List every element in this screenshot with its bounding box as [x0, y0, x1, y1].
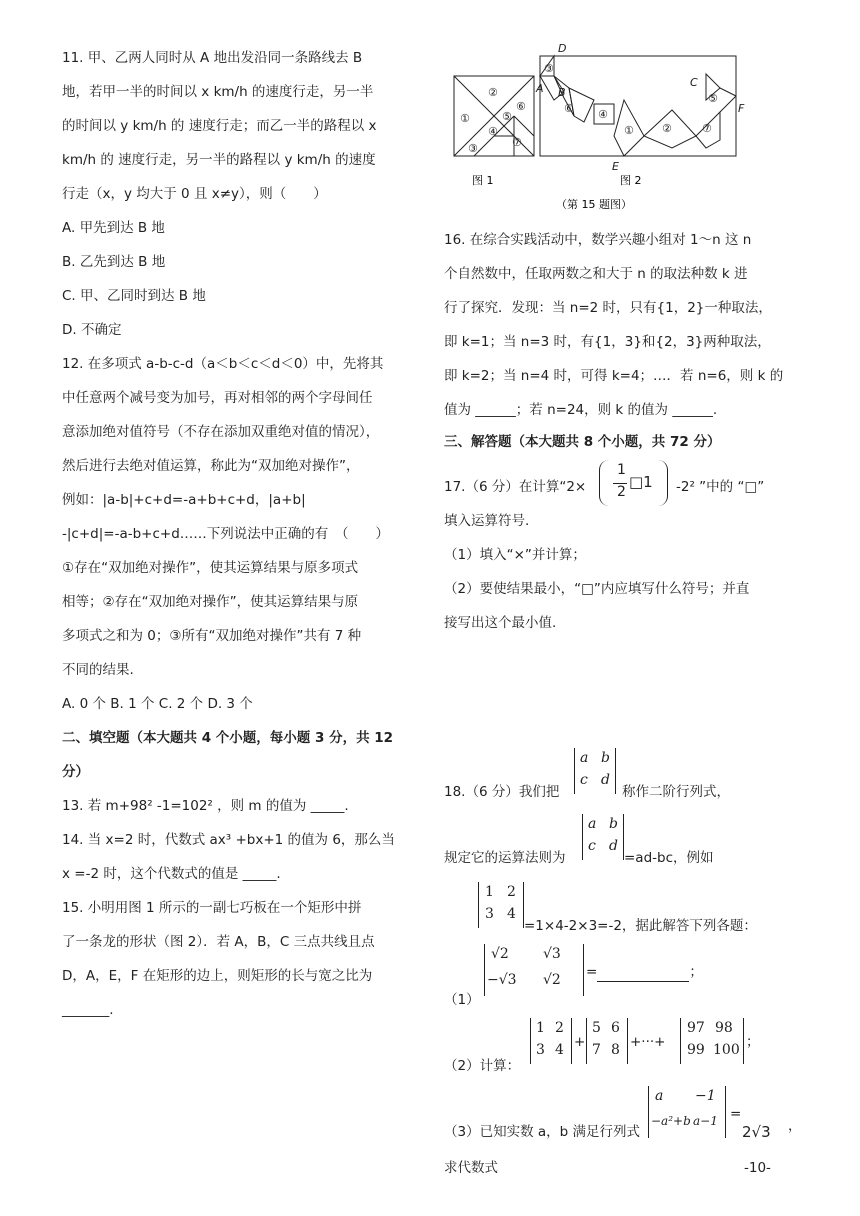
q16-line-1: 16. 在综合实践活动中，数学兴趣小组对 1～n 这 n — [444, 232, 752, 248]
fig2-label-e: E — [612, 160, 619, 173]
q18-part3-label: （3）已知实数 a，b 满足行列式 — [444, 1124, 641, 1140]
q17-frac-num: 1 — [617, 462, 626, 478]
det-5678-c: 7 — [592, 1042, 601, 1058]
q17-suffix: -2² ”中的 “□” — [676, 479, 765, 495]
q18-part2-end: ； — [746, 1034, 760, 1050]
det-ab-b: −1 — [695, 1088, 716, 1104]
q17-box-tail: □1 — [629, 473, 653, 491]
det-last-a: 97 — [687, 1020, 705, 1036]
det-last-b: 98 — [715, 1020, 733, 1036]
q11-line-4: km/h 的 速度行走，另一半的路程以 y km/h 的速度 — [62, 152, 376, 168]
fig2-piece-6: ⑥ — [564, 102, 574, 115]
det-ex-1: 1 — [485, 884, 494, 900]
q18-part3-eq: = — [730, 1106, 742, 1122]
fig1-piece-3: ③ — [468, 142, 478, 155]
fig1-piece-6: ⑥ — [516, 100, 526, 113]
q15-line-1: 15. 小明用图 1 所示的一副七巧板在一个矩形中拼 — [62, 900, 362, 916]
det-example — [478, 882, 524, 928]
q12-line-10: 不同的结果. — [62, 662, 134, 678]
q11-line-3: 的时间以 y km/h 的 速度行走；而乙一半的路程以 x — [62, 118, 377, 134]
section-3-heading: 三、解答题（本大题共 8 个小题，共 72 分） — [444, 434, 721, 450]
q11-line-5: 行走（x，y 均大于 0 且 x≠y），则（ ） — [62, 186, 327, 202]
q12-line-8: 相等；②存在“双加绝对操作”，使其运算结果与原 — [62, 594, 359, 610]
q15-line-3: D，A，E，F 在矩形的边上，则矩形的长与宽之比为 — [62, 968, 373, 984]
det2-d: d — [609, 838, 618, 854]
q17-line-2: 填入运算符号. — [444, 513, 530, 529]
fig2-label-c: C — [690, 76, 698, 89]
det-sqrt — [484, 944, 584, 996]
fig2-piece-2: ② — [662, 122, 672, 135]
q18-part1-answer — [586, 962, 703, 982]
fig2-piece-3: ③ — [544, 62, 554, 75]
det-sqrt-d: √2 — [543, 972, 561, 988]
det1-b: b — [601, 750, 610, 766]
det-5678-a: 5 — [592, 1020, 601, 1036]
fig1-piece-5: ⑤ — [502, 110, 512, 123]
fig1-piece-7: ⑦ — [512, 136, 522, 149]
q18-part2-label: （2）计算： — [444, 1058, 521, 1074]
q13: 13. 若 m+98² -1=102² ，则 m 的值为 _____. — [62, 798, 349, 814]
q12-line-3: 意添加绝对值符号（不存在添加双重绝对值的情况）， — [62, 424, 380, 440]
section-2-heading-cont: 分） — [62, 764, 89, 780]
q18-part1-end: ； — [689, 964, 703, 980]
q17-sub-2b: 接写出这个最小值. — [444, 615, 557, 631]
fig2-piece-1: ① — [624, 124, 634, 137]
q18-part1-blank[interactable] — [597, 967, 689, 982]
fig1-piece-1: ① — [460, 112, 470, 125]
det-ab — [648, 1086, 726, 1138]
det1-c: c — [580, 772, 588, 788]
q12-line-4: 然后进行去绝对值运算，称此为“双加绝对操作”， — [62, 458, 360, 474]
det-ab-d: a−1 — [693, 1114, 718, 1128]
q12-line-7: ①存在“双加绝对操作”，使其运算结果与原多项式 — [62, 560, 359, 576]
det-abcd-1 — [574, 748, 616, 794]
det-ab-a: a — [655, 1088, 664, 1104]
q11-line-2: 地，若甲一半的时间以 x km/h 的速度行走，另一半 — [62, 84, 374, 100]
det-1234-d: 4 — [555, 1042, 564, 1058]
q18-part3-end: ， — [788, 1118, 802, 1134]
fig2-piece-5: ⑤ — [708, 92, 718, 105]
q18-rule-suffix: =ad-bc，例如 — [624, 850, 714, 866]
det-1234-c: 3 — [536, 1042, 545, 1058]
det-1234 — [530, 1018, 572, 1064]
q17-bracket-expression — [599, 460, 669, 508]
q12-line-5: 例如：|a-b|+c+d=-a+b+c+d，|a+b| — [62, 492, 306, 508]
det1-a: a — [580, 750, 589, 766]
section-2-heading: 二、填空题（本大题共 4 个小题，每小题 3 分，共 12 — [62, 730, 394, 746]
q11-option-a: A. 甲先到达 B 地 — [62, 220, 165, 236]
det2-a: a — [588, 816, 597, 832]
fig2-label-d: D — [558, 42, 567, 55]
q18-part2-plus-2: +···+ — [630, 1034, 666, 1050]
q18-part1-eq: = — [586, 964, 598, 980]
det-5678 — [586, 1018, 628, 1064]
det-1234-b: 2 — [555, 1020, 564, 1036]
q14-line-1: 14. 当 x=2 时，代数式 ax³ +bx+1 的值为 6，那么当 — [62, 832, 395, 848]
q18-rule-prefix: 规定它的运算法则为 — [444, 850, 566, 866]
q12-line-1: 12. 在多项式 a-b-c-d（a＜b＜c＜d＜0）中，先将其 — [62, 356, 384, 372]
q16-line-2: 个自然数中，任取两数之和大于 n 的取法种数 k 进 — [444, 266, 748, 282]
det-last-d: 100 — [713, 1042, 740, 1058]
q17-sub-1: （1）填入“×”并计算； — [444, 547, 586, 563]
q12-line-6: -|c+d|=-a-b+c+d……下列说法中正确的有 （ ） — [62, 526, 390, 542]
det-ab-c: −a²+b — [651, 1114, 691, 1128]
det-last-c: 99 — [687, 1042, 705, 1058]
det-ex-4: 4 — [507, 906, 516, 922]
q18-part2-plus-1: + — [574, 1034, 586, 1050]
q12-line-2: 中任意两个减号变为加号，再对相邻的两个字母间任 — [62, 390, 373, 406]
det-ex-3: 3 — [485, 906, 494, 922]
fig1-caption: 图 1 — [472, 174, 494, 187]
q15-line-2: 了一条龙的形状（图 2）．若 A，B，C 三点共线且点 — [62, 934, 375, 950]
det2-c: c — [588, 838, 596, 854]
q16-line-5: 即 k=2；当 n=4 时，可得 k=4；…．若 n=6，则 k 的 — [444, 368, 784, 384]
det2-b: b — [609, 816, 618, 832]
fig2-label-f: F — [738, 102, 745, 115]
q16-line-6: 值为 ______；若 n=24，则 k 的值为 ______. — [444, 402, 718, 418]
fig2-label-b: B — [558, 86, 566, 99]
det-ex-2: 2 — [507, 884, 516, 900]
q11-option-b: B. 乙先到达 B 地 — [62, 254, 166, 270]
q12-line-9: 多项式之和为 0；③所有“双加绝对操作”共有 7 种 — [62, 628, 362, 644]
q16-line-4: 即 k=1；当 n=3 时，有{1，3}和{2，3}两种取法， — [444, 334, 771, 350]
tangram-figure — [444, 40, 804, 220]
det-sqrt-b: √3 — [543, 946, 561, 962]
fig2-piece-4: ④ — [598, 108, 608, 121]
fig1-piece-2: ② — [488, 86, 498, 99]
det-last — [680, 1018, 744, 1064]
det-sqrt-c: −√3 — [487, 972, 517, 988]
q18-example-suffix: =1×4-2×3=-2，据此解答下列各题： — [524, 918, 757, 934]
q16-line-3: 行了探究．发现：当 n=2 时，只有{1，2}一种取法， — [444, 300, 772, 316]
det1-d: d — [601, 772, 610, 788]
q18-part3-value: 2√3 — [742, 1123, 771, 1141]
fig2-caption: 图 2 — [620, 174, 642, 187]
q11-line-1: 11. 甲、乙两人同时从 A 地出发沿同一条路线去 B — [62, 50, 363, 66]
q11-option-d: D. 不确定 — [62, 322, 122, 338]
det-sqrt-a: √2 — [491, 946, 509, 962]
q11-option-c: C. 甲、乙同时到达 B 地 — [62, 288, 206, 304]
q18-part1-label: （1） — [444, 992, 480, 1008]
fig1-piece-4: ④ — [488, 125, 498, 138]
q12-options: A. 0 个 B. 1 个 C. 2 个 D. 3 个 — [62, 696, 253, 712]
page-number: -10- — [744, 1160, 771, 1176]
det-1234-a: 1 — [536, 1020, 545, 1036]
q18-prefix: 18.（6 分）我们把 — [444, 784, 560, 800]
det-abcd-2 — [582, 814, 624, 860]
fig2-piece-7: ⑦ — [702, 122, 712, 135]
q18-last-line: 求代数式 — [444, 1160, 498, 1176]
q18-suffix: 称作二阶行列式， — [622, 784, 730, 800]
q15-line-4: _______. — [62, 1002, 114, 1018]
q17-frac-den: 2 — [617, 484, 626, 500]
q14-line-2: x =-2 时，这个代数式的值是 _____. — [62, 866, 281, 882]
fig2-label-a: A — [536, 82, 544, 95]
det-5678-b: 6 — [611, 1020, 620, 1036]
det-5678-d: 8 — [611, 1042, 620, 1058]
fig-main-caption: （第 15 题图） — [556, 198, 632, 211]
q17-prefix: 17.（6 分）在计算“2× — [444, 479, 587, 495]
q17-sub-2: （2）要使结果最小，“□”内应填写什么符号；并直 — [444, 581, 750, 597]
